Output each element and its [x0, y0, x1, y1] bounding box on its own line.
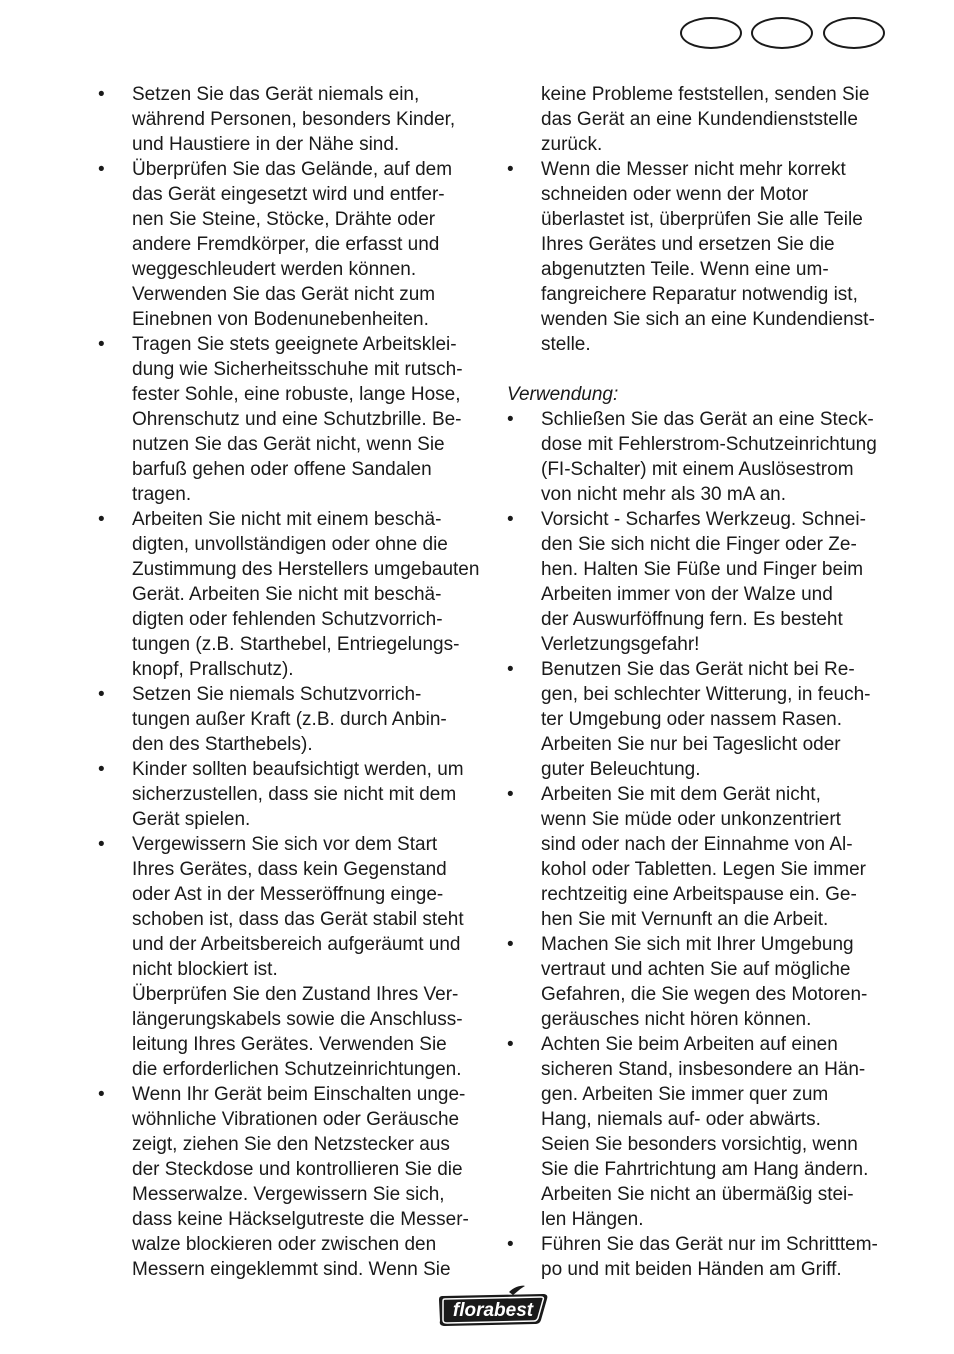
text-line: digten oder fehlenden Schutzvorrich- [132, 609, 443, 630]
text-line: nen Sie Steine, Stöcke, Drähte oder [132, 209, 436, 230]
bullet-marker: • [98, 759, 105, 780]
text-line: längerungskabels sowie die Anschluss- [132, 1009, 463, 1030]
text-line: Setzen Sie niemals Schutzvorrich- [132, 684, 422, 705]
text-line: den Sie sich nicht die Finger oder Ze- [541, 534, 857, 555]
bullet-marker: • [98, 1084, 105, 1105]
bullet-marker: • [507, 659, 514, 680]
text-line: wöhnliche Vibrationen oder Geräusche [132, 1109, 460, 1130]
text-line: Achten Sie beim Arbeiten auf einen [541, 1034, 838, 1055]
text-line: keine Probleme feststellen, senden Sie [541, 84, 870, 105]
text-line: geräusches nicht hören können. [541, 1009, 812, 1030]
text-line: Verletzungsgefahr! [541, 634, 700, 655]
text-line: gen. Arbeiten Sie immer quer zum [541, 1084, 829, 1105]
text-line: guter Beleuchtung. [541, 759, 701, 780]
left-column [98, 82, 486, 1282]
bullet-item [98, 1082, 486, 1282]
text-line: oder Ast in der Messeröffnung einge- [132, 884, 444, 905]
bullet-item [507, 1032, 897, 1232]
language-oval-3 [823, 17, 885, 49]
text-line: und der Arbeitsbereich aufgeräumt und [132, 934, 461, 955]
continuation-text [507, 82, 897, 157]
text-line: Vergewissern Sie sich vor dem Start [132, 834, 438, 855]
text-line: schneiden oder wenn der Motor [541, 184, 809, 205]
text-line: Arbeiten Sie nicht an übermäßig stei- [541, 1184, 854, 1205]
text-line: (FI-Schalter) mit einem Auslösestrom [541, 459, 854, 480]
text-line: Messerwalze. Vergewissern Sie sich, [132, 1184, 445, 1205]
text-line: Schließen Sie das Gerät an eine Steck- [541, 409, 874, 430]
text-line: Gerät. Arbeiten Sie nicht mit beschä- [132, 584, 442, 605]
text-line: stelle. [541, 334, 591, 355]
text-line: Arbeiten Sie nur bei Tageslicht oder [541, 734, 841, 755]
text-line: sicheren Stand, insbesondere an Hän- [541, 1059, 866, 1080]
text-line: tungen (z.B. Starthebel, Entriegelungs- [132, 634, 460, 655]
text-line: barfuß gehen oder offene Sandalen [132, 459, 432, 480]
bullet-item [98, 332, 486, 507]
text-line: Einebnen von Bodenunebenheiten. [132, 309, 429, 330]
text-line: Führen Sie das Gerät nur im Schritttem- [541, 1234, 878, 1255]
bullet-marker: • [98, 509, 105, 530]
bullet-marker: • [507, 509, 514, 530]
text-line: die erforderlichen Schutzeinrichtungen. [132, 1059, 462, 1080]
text-line: von nicht mehr als 30 mA an. [541, 484, 787, 505]
text-line: und Haustiere in der Nähe sind. [132, 134, 400, 155]
bullet-item [507, 932, 897, 1032]
bullet-marker: • [98, 334, 105, 355]
text-line: leitung Ihres Gerätes. Verwenden Sie [132, 1034, 447, 1055]
bullet-item [98, 507, 486, 682]
text-line: nutzen Sie das Gerät nicht, wenn Sie [132, 434, 445, 455]
text-line: po und mit beiden Händen am Griff. [541, 1259, 842, 1280]
text-line: Gefahren, die Sie wegen des Motoren- [541, 984, 868, 1005]
right-column [507, 82, 897, 1282]
text-line: zeigt, ziehen Sie den Netzstecker aus [132, 1134, 450, 1155]
text-line: Gerät spielen. [132, 809, 251, 830]
text-line: len Hängen. [541, 1209, 644, 1230]
bullet-marker: • [507, 934, 514, 955]
language-indicators [680, 17, 890, 53]
text-line: Überprüfen Sie das Gelände, auf dem [132, 159, 453, 180]
section-gap [507, 357, 897, 382]
bullet-item [507, 782, 897, 932]
section-heading: Verwendung: [507, 384, 619, 405]
text-line: der Steckdose und kontrollieren Sie die [132, 1159, 463, 1180]
text-line: Kinder sollten beaufsichtigt werden, um [132, 759, 464, 780]
text-line: Benutzen Sie das Gerät nicht bei Re- [541, 659, 855, 680]
bullet-marker: • [507, 409, 514, 430]
text-line: tragen. [132, 484, 192, 505]
text-line: Vorsicht - Scharfes Werkzeug. Schnei- [541, 509, 866, 530]
bullet-marker: • [507, 1234, 514, 1255]
text-line: sind oder nach der Einnahme von Al- [541, 834, 853, 855]
language-oval-2 [751, 17, 813, 49]
bullet-item [507, 507, 897, 657]
text-line: dass keine Häckselgutreste die Messer- [132, 1209, 469, 1230]
text-line: sicherzustellen, dass sie nicht mit dem [132, 784, 457, 805]
text-line: tungen außer Kraft (z.B. durch Anbin- [132, 709, 447, 730]
text-line: Ihres Gerätes und ersetzen Sie die [541, 234, 835, 255]
text-line: Ohrenschutz und eine Schutzbrille. Be- [132, 409, 462, 430]
bullet-item [98, 832, 486, 1082]
bullet-marker: • [507, 159, 514, 180]
florabest-logo [437, 1284, 549, 1328]
text-line: fester Sohle, eine robuste, lange Hose, [132, 384, 461, 405]
bullet-item [98, 757, 486, 832]
bullet-item [507, 1232, 897, 1282]
bullet-marker: • [507, 1034, 514, 1055]
bullet-marker: • [507, 784, 514, 805]
text-line: walze blockieren oder zwischen den [132, 1234, 437, 1255]
bullet-marker: • [98, 834, 105, 855]
text-line: fangreichere Reparatur notwendig ist, [541, 284, 858, 305]
text-line: Zustimmung des Herstellers umgebauten [132, 559, 480, 580]
text-line: das Gerät an eine Kundendienststelle [541, 109, 858, 130]
text-line: knopf, Prallschutz). [132, 659, 294, 680]
bullet-marker: • [98, 684, 105, 705]
bullet-item [98, 682, 486, 757]
text-line: den des Starthebels). [132, 734, 313, 755]
text-line: hen. Halten Sie Füße und Finger beim [541, 559, 864, 580]
text-line: andere Fremdkörper, die erfasst und [132, 234, 440, 255]
text-line: gen, bei schlechter Witterung, in feuch- [541, 684, 871, 705]
text-line: Arbeiten immer von der Walze und [541, 584, 833, 605]
bullet-item [98, 82, 486, 157]
logo-text: florabest [452, 1300, 534, 1321]
text-line: nicht blockiert ist. [132, 959, 278, 980]
text-line: der Auswurföffnung fern. Es besteht [541, 609, 843, 630]
language-oval-1 [680, 17, 742, 49]
text-line: Hang, niemals auf- oder abwärts. [541, 1109, 821, 1130]
bullet-item [507, 407, 897, 507]
text-line: wenden Sie sich an eine Kundendienst- [541, 309, 875, 330]
text-line: während Personen, besonders Kinder, [132, 109, 456, 130]
text-line: Seien Sie besonders vorsichtig, wenn [541, 1134, 858, 1155]
text-line: Arbeiten Sie nicht mit einem beschä- [132, 509, 442, 530]
text-line: schoben ist, dass das Gerät stabil steht [132, 909, 464, 930]
bullet-item [507, 657, 897, 782]
text-line: dose mit Fehlerstrom-Schutzeinrichtung [541, 434, 877, 455]
bullet-marker: • [98, 159, 105, 180]
text-line: Überprüfen Sie den Zustand Ihres Ver- [132, 984, 459, 1005]
text-line: vertraut und achten Sie auf mögliche [541, 959, 851, 980]
text-line: Machen Sie sich mit Ihrer Umgebung [541, 934, 854, 955]
text-line: Wenn die Messer nicht mehr korrekt [541, 159, 846, 180]
text-line: hen Sie mit Vernunft an die Arbeit. [541, 909, 829, 930]
text-line: zurück. [541, 134, 603, 155]
text-line: Ihres Gerätes, dass kein Gegenstand [132, 859, 447, 880]
text-line: digten, unvollständigen oder ohne die [132, 534, 448, 555]
text-line: weggeschleudert werden können. [132, 259, 417, 280]
text-line: abgenutzten Teile. Wenn eine um- [541, 259, 829, 280]
logo-leaf-icon [509, 1286, 525, 1295]
text-line: dung wie Sicherheitsschuhe mit rutsch- [132, 359, 463, 380]
text-line: Arbeiten Sie mit dem Gerät nicht, [541, 784, 821, 805]
text-line: das Gerät eingesetzt wird und entfer- [132, 184, 445, 205]
text-line: Wenn Ihr Gerät beim Einschalten unge- [132, 1084, 466, 1105]
text-line: überlastet ist, überprüfen Sie alle Teile [541, 209, 863, 230]
text-line: rechtzeitig eine Arbeitspause ein. Ge- [541, 884, 857, 905]
text-line: Tragen Sie stets geeignete Arbeitsklei- [132, 334, 457, 355]
bullet-item [98, 157, 486, 332]
text-line: ter Umgebung oder nassem Rasen. [541, 709, 842, 730]
bullet-item [507, 157, 897, 357]
text-line: Setzen Sie das Gerät niemals ein, [132, 84, 420, 105]
bullet-marker: • [98, 84, 105, 105]
text-line: Messern eingeklemmt sind. Wenn Sie [132, 1259, 451, 1280]
text-line: kohol oder Tabletten. Legen Sie immer [541, 859, 866, 880]
text-line: Sie die Fahrtrichtung am Hang ändern. [541, 1159, 869, 1180]
text-line: wenn Sie müde oder unkonzentriert [541, 809, 841, 830]
text-line: Verwenden Sie das Gerät nicht zum [132, 284, 436, 305]
